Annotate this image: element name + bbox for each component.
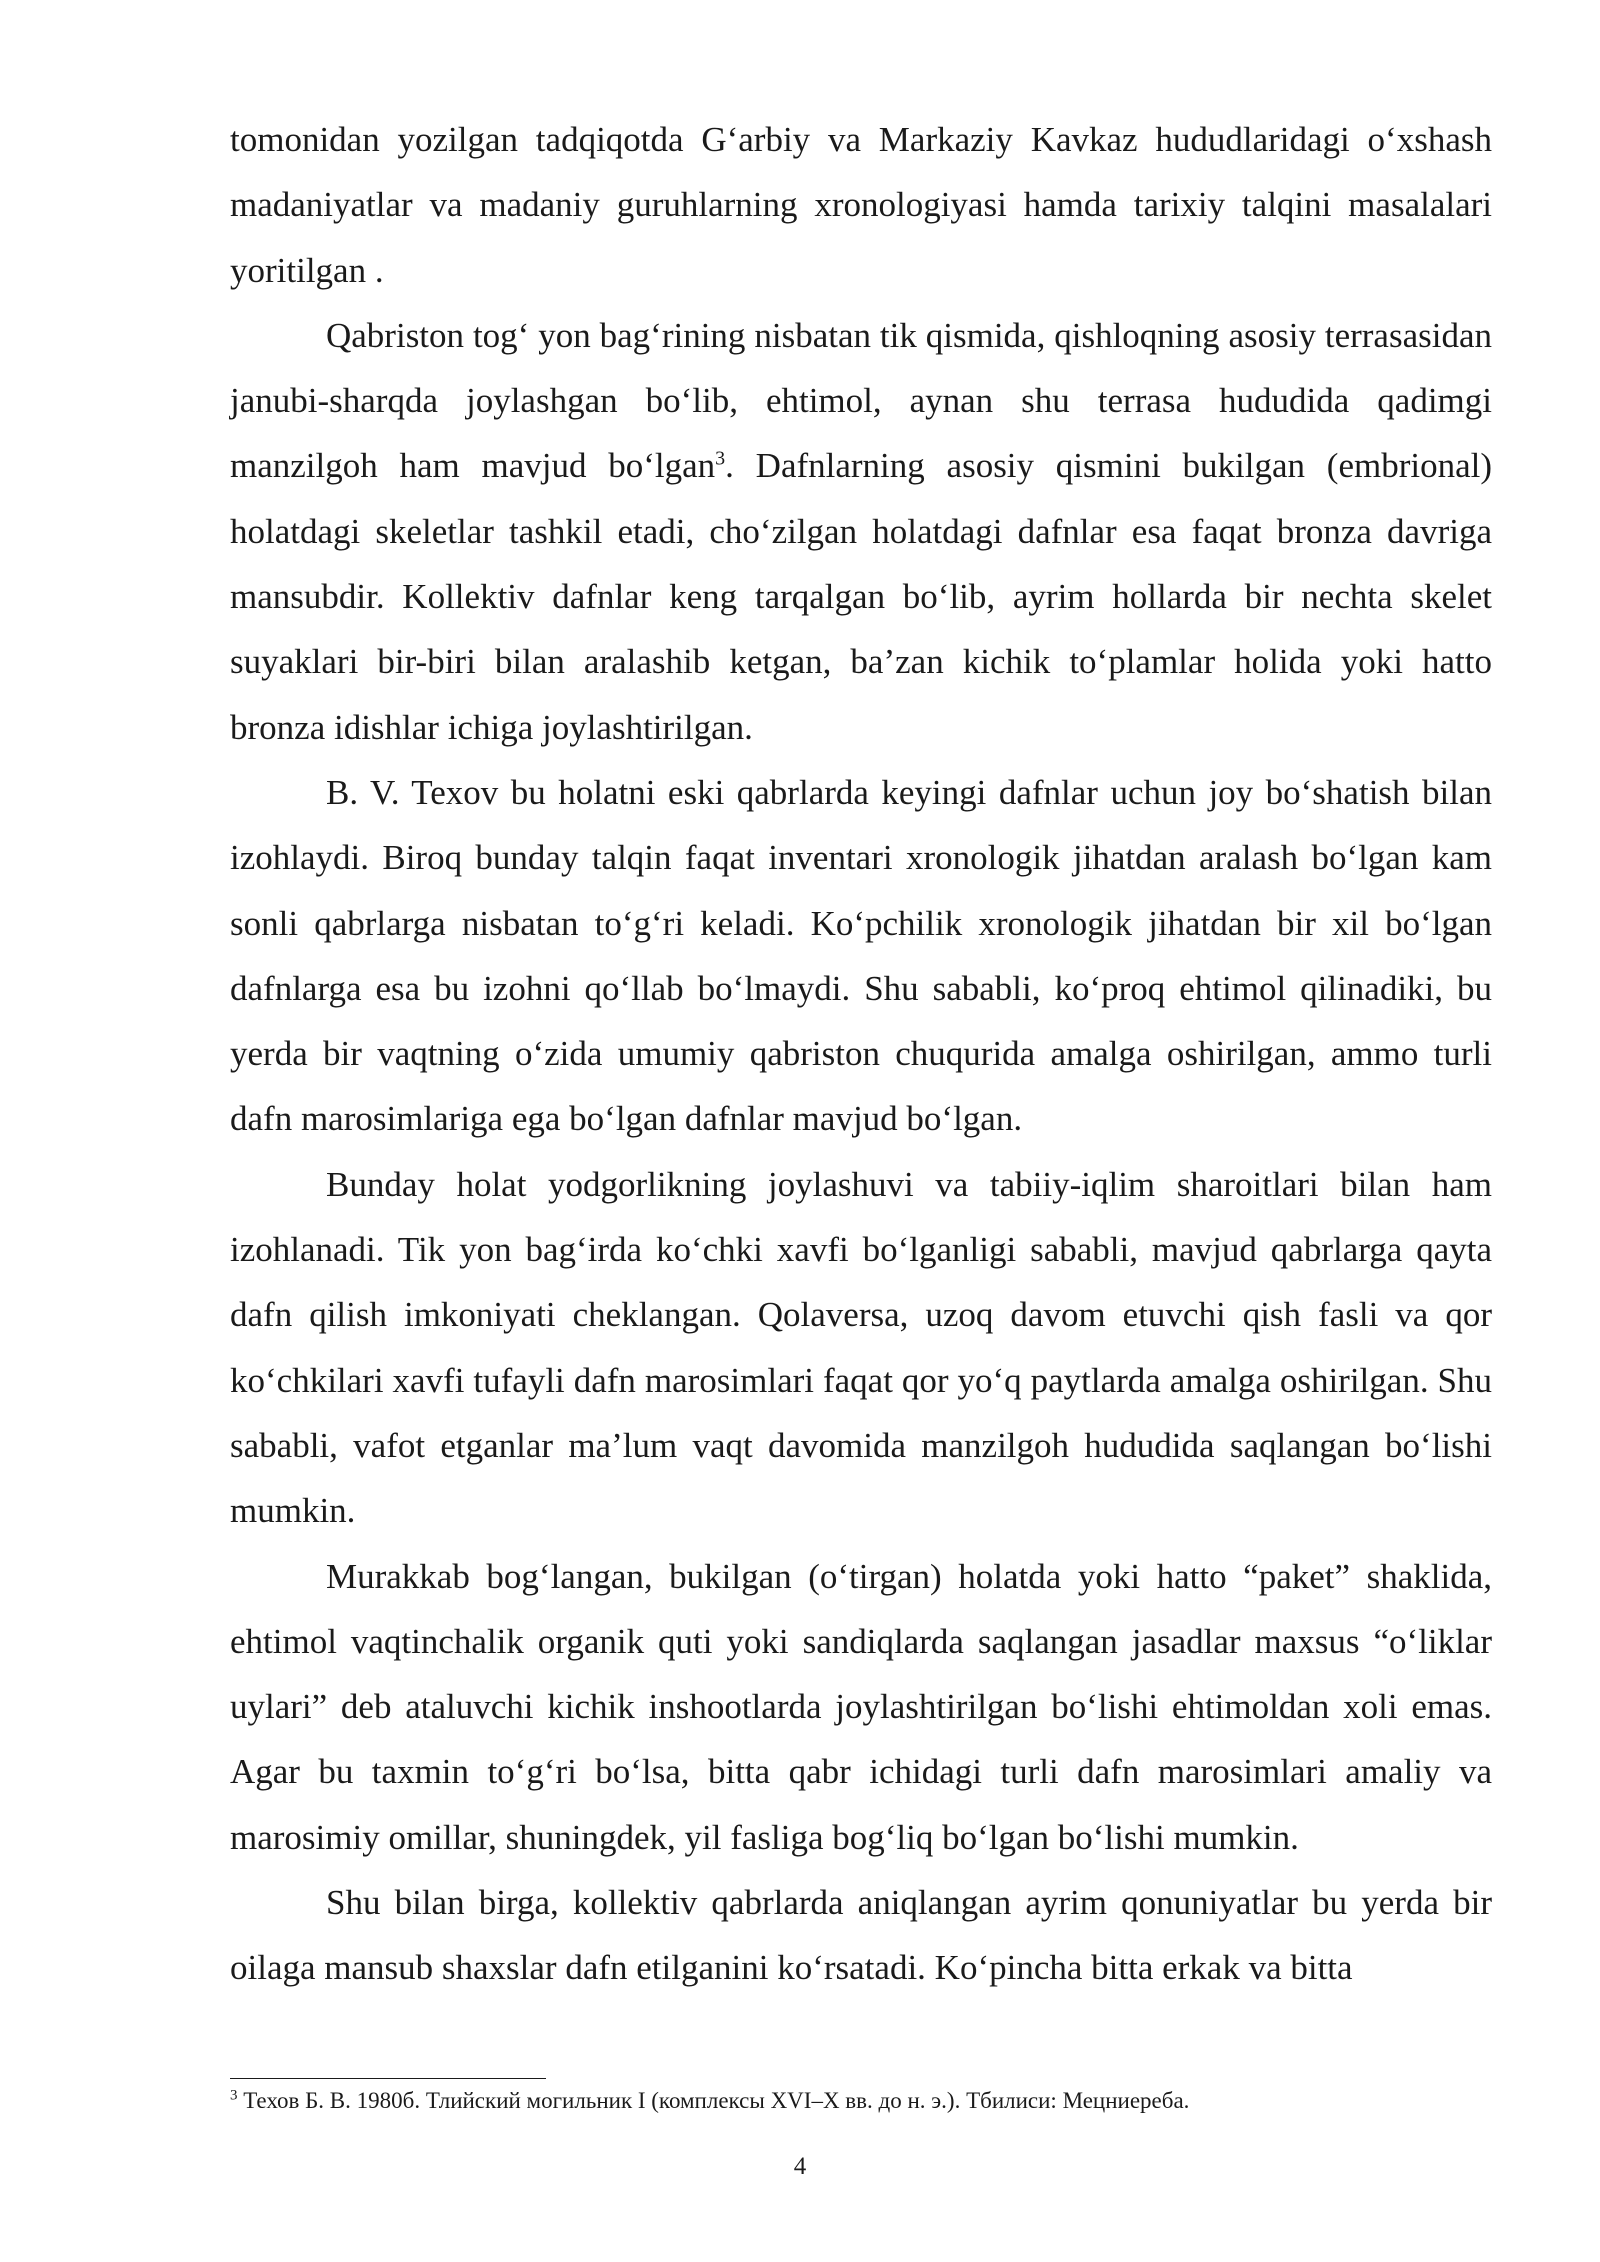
footnote-separator bbox=[230, 2078, 546, 2079]
paragraph-2 bbox=[230, 303, 1492, 760]
paragraph-6: Shu bilan birga, kollektiv qabrlarda aniqlangan ayrim qonuniyatlar bu yerda bir oilaga mansub shaxslar dafn etilganini ko‘rsatadi. Ko‘pincha bitta erkak va bitta bbox=[230, 1883, 1492, 1988]
footnote bbox=[230, 2084, 1492, 2118]
footnote-text: Техов Б. В. 1980б. Тлийский могильник I (комплексы XVI–X вв. до н. э.). Тбилиси: Мецниереба. bbox=[237, 2088, 1190, 2113]
page-number: 4 bbox=[793, 2153, 807, 2180]
paragraph-4: Bunday holat yodgorlikning joylashuvi va tabiiy-iqlim sharoitlari bilan ham izohlanadi. Tik yon bag‘irda ko‘chki xavfi bo‘lganligi sababli, mavjud qabrlarga qayta dafn qilish imkoniyati cheklangan. Qolaversa, uzoq davom etuvchi qish fasli va qor ko‘chkilari xavfi tufayli dafn marosimlari faqat qor yo‘q paytlarda amalga oshirilgan. Shu sababli, vafot etganlar ma’lum vaqt davomida manzilgoh hududida saqlangan bo‘lishi mumkin. bbox=[230, 1164, 1492, 1531]
footnote-reference[interactable]: 3 bbox=[715, 447, 726, 470]
paragraph-5: Murakkab bog‘langan, bukilgan (o‘tirgan) holatda yoki hatto “paket” shaklida, ehtimol vaqtinchalik organik quti yoki sandiqlarda saqlangan jasadlar maxsus “o‘liklar uylari” deb ataluvchi kichik inshootlarda joylashtirilgan bo‘lishi ehtimoldan xoli emas. Agar bu taxmin to‘g‘ri bo‘lsa, bitta qabr ichidagi turli dafn marosimlari amaliy va marosimiy omillar, shuningdek, yil fasliga bog‘liq bo‘lgan bo‘lishi mumkin. bbox=[230, 1556, 1492, 1857]
body-text bbox=[230, 107, 1492, 2001]
paragraph-2-text-after: . Dafnlarning asosiy qismini bukilgan (embrional) holatdagi skeletlar tashkil etadi, cho‘zilgan holatdagi dafnlar esa faqat bronza davriga mansubdir. Kollektiv dafnlar keng tarqalgan bo‘lib, ayrim hollarda bir nechta skelet suyaklari bir-biri bilan aralashib ketgan, ba’zan kichik to‘plamlar holida yoki hatto bronza idishlar ichiga joylashtirilgan. bbox=[230, 446, 1493, 747]
paragraph-3: B. V. Texov bu holatni eski qabrlarda keyingi dafnlar uchun joy bo‘shatish bilan izohlaydi. Biroq bunday talqin faqat inventari xronologik jihatdan aralash bo‘lgan kam sonli qabrlarga nisbatan to‘g‘ri keladi. Ko‘pchilik xronologik jihatdan bir xil bo‘lgan dafnlarga esa bu izohni qo‘llab bo‘lmaydi. Shu sababli, ko‘proq ehtimol qilinadiki, bu yerda bir vaqtning o‘zida umumiy qabriston chuqurida amalga oshirilgan, ammo turli dafn marosimlariga ega bo‘lgan dafnlar mavjud bo‘lgan. bbox=[230, 772, 1492, 1139]
footnote-marker: 3 bbox=[230, 2087, 238, 2104]
paragraph-2-text-before: Qabriston tog‘ yon bag‘rining nisbatan tik qismida, qishloqning asosiy terrasasidan janubi-sharqda joylashgan bo‘lib, ehtimol, aynan shu terrasa hududida qadimgi manzilgoh ham mavjud bo‘lgan bbox=[230, 315, 1492, 486]
paragraph-1: tomonidan yozilgan tadqiqotda G‘arbiy va Markaziy Kavkaz hududlaridagi o‘xshash madaniyatlar va madaniy guruhlarning xronologiyasi hamda tarixiy talqini masalalari yoritilgan . bbox=[230, 120, 1492, 290]
